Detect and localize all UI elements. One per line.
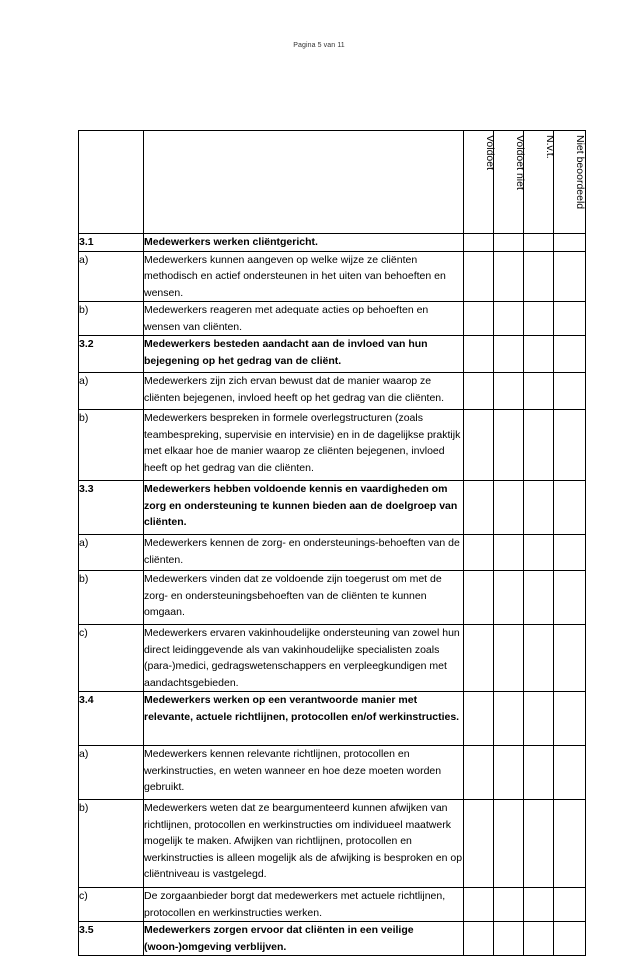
check-cell-voldoet[interactable] (464, 481, 494, 535)
criterion-row (79, 410, 586, 481)
criterion-text: Medewerkers ervaren vakinhoudelijke ondersteuning van zowel hun direct leidinggevende als van vakinhoudelijke specialisten zoals (para-)medici, gedragswetenschappers en verpleegkundigen met aandachtsgebieden. (144, 625, 464, 692)
check-cell-voldoet[interactable] (464, 251, 494, 302)
check-cell-voldoet-niet[interactable] (494, 234, 524, 252)
check-cell-voldoet[interactable] (464, 234, 494, 252)
criterion-row (79, 571, 586, 625)
criterion-row (79, 746, 586, 800)
check-cell-niet-beoordeeld[interactable] (554, 410, 586, 481)
section-row (79, 336, 586, 373)
check-cell-niet-beoordeeld[interactable] (554, 234, 586, 252)
check-cell-voldoet-niet[interactable] (494, 481, 524, 535)
check-cell-voldoet[interactable] (464, 373, 494, 410)
criterion-row (79, 625, 586, 692)
section-row (79, 234, 586, 252)
row-number: 3.5 (79, 922, 144, 956)
check-cell-voldoet-niet[interactable] (494, 373, 524, 410)
assessment-table (78, 130, 586, 956)
check-cell-nvt[interactable] (524, 888, 554, 922)
check-cell-nvt[interactable] (524, 692, 554, 746)
section-title: Medewerkers hebben voldoende kennis en vaardigheden om zorg en ondersteuning te kunnen bieden aan de doelgroep van cliënten. (144, 481, 464, 535)
criterion-text: Medewerkers weten dat ze beargumenteerd kunnen afwijken van richtlijnen, protocollen en werkinstructies om individueel maatwerk mogelijk te maken. Afwijken van richtlijnen, protocollen en werkinstructies is alleen mogelijk als de afwijking is besproken en op cliëntniveau is vastgelegd. (144, 800, 464, 888)
check-cell-voldoet-niet[interactable] (494, 302, 524, 336)
row-number: 3.4 (79, 692, 144, 746)
section-title: Medewerkers zorgen ervoor dat cliënten in een veilige (woon-)omgeving verblijven. (144, 922, 464, 956)
check-cell-voldoet-niet[interactable] (494, 336, 524, 373)
check-cell-voldoet[interactable] (464, 302, 494, 336)
check-cell-niet-beoordeeld[interactable] (554, 481, 586, 535)
row-number: c) (79, 625, 144, 692)
check-cell-niet-beoordeeld[interactable] (554, 251, 586, 302)
check-cell-nvt[interactable] (524, 625, 554, 692)
check-cell-voldoet[interactable] (464, 746, 494, 800)
row-number: c) (79, 888, 144, 922)
row-number: a) (79, 373, 144, 410)
column-header-voldoet: Voldoet (464, 131, 494, 234)
check-cell-voldoet-niet[interactable] (494, 692, 524, 746)
check-cell-nvt[interactable] (524, 571, 554, 625)
section-row (79, 481, 586, 535)
criterion-row (79, 373, 586, 410)
check-cell-voldoet-niet[interactable] (494, 410, 524, 481)
check-cell-nvt[interactable] (524, 234, 554, 252)
criterion-text: Medewerkers bespreken in formele overlegstructuren (zoals teambespreking, supervisie en intervisie) en in de dagelijkse praktijk met elkaar hoe de manier waarop ze cliënten bejegenen, invloed heeft op het gedrag van die cliënten. (144, 410, 464, 481)
check-cell-voldoet-niet[interactable] (494, 746, 524, 800)
check-cell-nvt[interactable] (524, 373, 554, 410)
row-number: a) (79, 535, 144, 571)
criterion-text: Medewerkers kennen de zorg- en ondersteunings-behoeften van de cliënten. (144, 535, 464, 571)
check-cell-nvt[interactable] (524, 746, 554, 800)
criterion-text: Medewerkers zijn zich ervan bewust dat de manier waarop ze cliënten bejegenen, invloed heeft op het gedrag van die cliënten. (144, 373, 464, 410)
check-cell-voldoet-niet[interactable] (494, 571, 524, 625)
check-cell-niet-beoordeeld[interactable] (554, 571, 586, 625)
row-number: b) (79, 571, 144, 625)
criterion-text: Medewerkers vinden dat ze voldoende zijn toegerust om met de zorg- en ondersteuningsbehoeften van de cliënten te kunnen omgaan. (144, 571, 464, 625)
check-cell-niet-beoordeeld[interactable] (554, 888, 586, 922)
column-header-voldoet-niet: Voldoet niet (494, 131, 524, 234)
check-cell-nvt[interactable] (524, 800, 554, 888)
column-header-niet-beoordeeld: Niet beoordeeld (554, 131, 586, 234)
check-cell-voldoet-niet[interactable] (494, 535, 524, 571)
check-cell-voldoet[interactable] (464, 800, 494, 888)
check-cell-nvt[interactable] (524, 251, 554, 302)
check-cell-niet-beoordeeld[interactable] (554, 535, 586, 571)
criterion-text: Medewerkers kennen relevante richtlijnen, protocollen en werkinstructies, en weten wanneer en hoe deze moeten worden gebruikt. (144, 746, 464, 800)
criterion-row (79, 251, 586, 302)
column-header-nvt: N.v.t. (524, 131, 554, 234)
row-number: 3.2 (79, 336, 144, 373)
check-cell-niet-beoordeeld[interactable] (554, 336, 586, 373)
check-cell-nvt[interactable] (524, 922, 554, 956)
check-cell-voldoet-niet[interactable] (494, 251, 524, 302)
check-cell-voldoet[interactable] (464, 535, 494, 571)
check-cell-voldoet-niet[interactable] (494, 800, 524, 888)
row-number: a) (79, 746, 144, 800)
criterion-text: De zorgaanbieder borgt dat medewerkers met actuele richtlijnen, protocollen en werkinstructies werken. (144, 888, 464, 922)
check-cell-niet-beoordeeld[interactable] (554, 800, 586, 888)
check-cell-nvt[interactable] (524, 302, 554, 336)
check-cell-voldoet[interactable] (464, 922, 494, 956)
page-number: Pagina 5 van 11 (293, 42, 345, 49)
check-cell-niet-beoordeeld[interactable] (554, 692, 586, 746)
header-blank-num (79, 131, 144, 234)
check-cell-niet-beoordeeld[interactable] (554, 625, 586, 692)
check-cell-voldoet-niet[interactable] (494, 888, 524, 922)
check-cell-voldoet[interactable] (464, 625, 494, 692)
criterion-row (79, 800, 586, 888)
check-cell-voldoet[interactable] (464, 571, 494, 625)
row-number: b) (79, 302, 144, 336)
row-number: a) (79, 251, 144, 302)
row-number: b) (79, 800, 144, 888)
check-cell-voldoet[interactable] (464, 336, 494, 373)
row-number: 3.3 (79, 481, 144, 535)
check-cell-niet-beoordeeld[interactable] (554, 922, 586, 956)
check-cell-nvt[interactable] (524, 481, 554, 535)
section-row (79, 922, 586, 956)
column-header-row (79, 131, 586, 234)
check-cell-niet-beoordeeld[interactable] (554, 302, 586, 336)
check-cell-nvt[interactable] (524, 535, 554, 571)
check-cell-nvt[interactable] (524, 336, 554, 373)
criterion-row (79, 888, 586, 922)
check-cell-voldoet[interactable] (464, 888, 494, 922)
section-title: Medewerkers werken op een verantwoorde manier met relevante, actuele richtlijnen, protocollen en/of werkinstructies. (144, 692, 464, 746)
criterion-row (79, 302, 586, 336)
check-cell-voldoet-niet[interactable] (494, 625, 524, 692)
criterion-text: Medewerkers reageren met adequate acties op behoeften en wensen van cliënten. (144, 302, 464, 336)
check-cell-voldoet-niet[interactable] (494, 922, 524, 956)
section-row (79, 692, 586, 746)
header-blank-text (144, 131, 464, 234)
section-title: Medewerkers werken cliëntgericht. (144, 234, 464, 252)
check-cell-voldoet[interactable] (464, 692, 494, 746)
criterion-row (79, 535, 586, 571)
criterion-text: Medewerkers kunnen aangeven op welke wijze ze cliënten methodisch en actief ondersteunen in het uiten van behoeften en wensen. (144, 251, 464, 302)
check-cell-niet-beoordeeld[interactable] (554, 746, 586, 800)
row-number: b) (79, 410, 144, 481)
check-cell-niet-beoordeeld[interactable] (554, 373, 586, 410)
section-title: Medewerkers besteden aandacht aan de invloed van hun bejegening op het gedrag van de cliënt. (144, 336, 464, 373)
check-cell-nvt[interactable] (524, 410, 554, 481)
check-cell-voldoet[interactable] (464, 410, 494, 481)
row-number: 3.1 (79, 234, 144, 252)
